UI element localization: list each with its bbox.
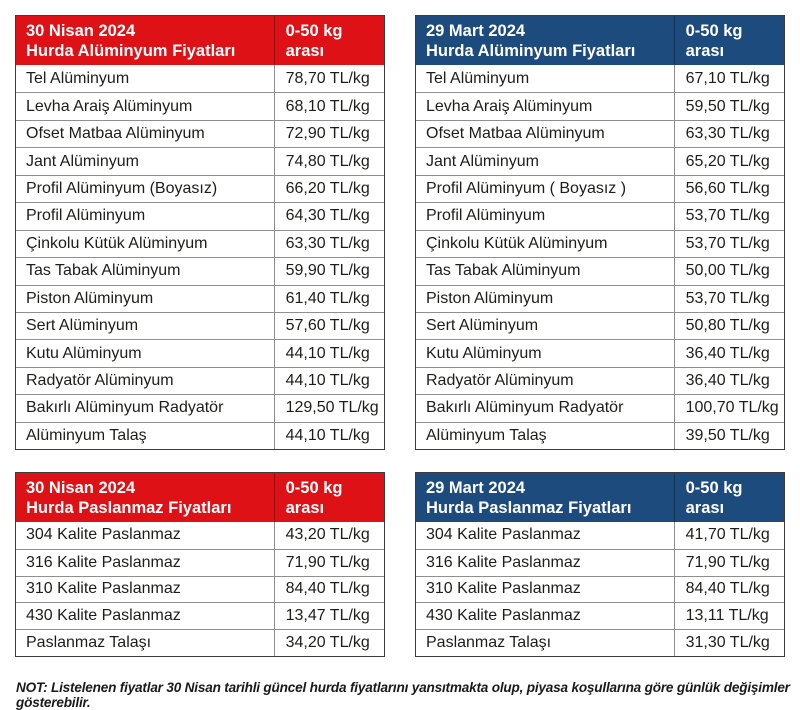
row-label: Ofset Matbaa Alüminyum (426, 125, 605, 143)
table-title-category: Hurda Paslanmaz Fiyatları (26, 499, 232, 517)
table-header (16, 16, 384, 65)
row-label: Çinkolu Kütük Alüminyum (426, 234, 608, 252)
table-row (416, 120, 784, 147)
row-label: Profil Alüminyum (26, 207, 146, 225)
row-price: 65,20 TL/kg (674, 148, 784, 174)
row-price: 31,30 TL/kg (674, 630, 784, 656)
table-row (416, 549, 784, 576)
table-row (416, 522, 784, 549)
row-price: 56,60 TL/kg (674, 176, 784, 202)
row-label: 430 Kalite Paslanmaz (426, 607, 581, 625)
row-label: Radyatör Alüminyum (26, 372, 174, 390)
row-price: 13,11 TL/kg (674, 603, 784, 629)
row-label: Sert Alüminyum (26, 317, 139, 335)
row-price: 68,10 TL/kg (274, 93, 384, 119)
table-paslanmaz-29-mart (415, 472, 785, 657)
row-price: 53,70 TL/kg (674, 286, 784, 312)
row-price: 44,10 TL/kg (274, 423, 384, 449)
row-label: 430 Kalite Paslanmaz (26, 607, 181, 625)
table-aluminum-29-mart (415, 15, 785, 450)
row-price: 36,40 TL/kg (674, 340, 784, 366)
row-price: 36,40 TL/kg (674, 368, 784, 394)
row-price: 44,10 TL/kg (274, 368, 384, 394)
row-price: 50,80 TL/kg (674, 313, 784, 339)
table-row (16, 522, 384, 549)
row-label: Profil Alüminyum (426, 207, 546, 225)
table-row (16, 65, 384, 92)
table-row (16, 312, 384, 339)
row-label: 310 Kalite Paslanmaz (426, 580, 581, 598)
row-price: 39,50 TL/kg (674, 423, 784, 449)
row-label: 304 Kalite Paslanmaz (426, 526, 581, 544)
row-label: Tel Alüminyum (26, 69, 130, 87)
table-row (416, 312, 784, 339)
row-price: 129,50 TL/kg (274, 395, 384, 421)
row-label: Ofset Matbaa Alüminyum (26, 125, 205, 143)
row-label: 316 Kalite Paslanmaz (26, 553, 181, 571)
row-label: Alüminyum Talaş (426, 426, 547, 444)
table-row (16, 230, 384, 257)
row-price: 84,40 TL/kg (274, 577, 384, 603)
row-label: Alüminyum Talaş (26, 426, 147, 444)
table-title (416, 473, 674, 522)
table-row (16, 257, 384, 284)
footnote: NOT: Listelenen fiyatlar 30 Nisan tarihli güncel hurda fiyatlarını yansıtmakta olup, piyasa koşullarına göre günlük değişimler gösterebilir. (16, 679, 790, 710)
table-title-category: Hurda Paslanmaz Fiyatları (426, 499, 632, 517)
table-row (416, 422, 784, 449)
row-label: Levha Araiş Alüminyum (26, 97, 193, 115)
row-label: Piston Alüminyum (426, 289, 554, 307)
row-label: Kutu Alüminyum (426, 344, 542, 362)
row-price: 66,20 TL/kg (274, 176, 384, 202)
table-row (16, 394, 384, 421)
row-price: 72,90 TL/kg (274, 121, 384, 147)
row-label: Profil Alüminyum ( Boyasız ) (426, 179, 627, 197)
row-price: 61,40 TL/kg (274, 286, 384, 312)
table-header (416, 473, 784, 522)
table-row (16, 147, 384, 174)
table-title-category: Hurda Alüminyum Fiyatları (426, 42, 636, 60)
table-row (416, 576, 784, 603)
table-row (16, 175, 384, 202)
table-rows (16, 65, 384, 449)
table-row (16, 339, 384, 366)
table-row (16, 367, 384, 394)
table-row (16, 549, 384, 576)
row-price: 63,30 TL/kg (274, 231, 384, 257)
row-price: 34,20 TL/kg (274, 630, 384, 656)
row-label: Tel Alüminyum (426, 69, 530, 87)
row-price: 13,47 TL/kg (274, 603, 384, 629)
row-label: 316 Kalite Paslanmaz (426, 553, 581, 571)
row-price: 84,40 TL/kg (674, 577, 784, 603)
table-paslanmaz-30-nisan (15, 472, 385, 657)
table-row (416, 92, 784, 119)
row-price: 53,70 TL/kg (674, 203, 784, 229)
row-label: 304 Kalite Paslanmaz (26, 526, 181, 544)
row-label: Tas Tabak Alüminyum (426, 262, 581, 280)
row-label: Bakırlı Alüminyum Radyatör (26, 399, 224, 417)
table-row (16, 602, 384, 629)
row-price: 63,30 TL/kg (674, 121, 784, 147)
row-label: Çinkolu Kütük Alüminyum (26, 234, 208, 252)
table-row (416, 257, 784, 284)
table-aluminum-30-nisan (15, 15, 385, 450)
table-row (16, 202, 384, 229)
table-title-date: 29 Mart 2024 (426, 22, 526, 40)
row-price: 78,70 TL/kg (274, 65, 384, 92)
row-price: 53,70 TL/kg (674, 231, 784, 257)
table-row (416, 629, 784, 656)
table-row (416, 175, 784, 202)
row-price: 44,10 TL/kg (274, 340, 384, 366)
table-title (16, 16, 274, 65)
table-rows (16, 522, 384, 656)
row-label: Tas Tabak Alüminyum (26, 262, 181, 280)
row-label: Jant Alüminyum (426, 152, 539, 170)
row-price: 43,20 TL/kg (274, 522, 384, 549)
table-row (416, 230, 784, 257)
table-title (16, 473, 274, 522)
row-label: Paslanmaz Talaşı (426, 634, 552, 652)
table-row (416, 339, 784, 366)
row-label: 310 Kalite Paslanmaz (26, 580, 181, 598)
weight-range-header: 0-50 kg arası (274, 473, 384, 522)
row-label: Kutu Alüminyum (26, 344, 142, 362)
table-row (16, 629, 384, 656)
table-row (416, 367, 784, 394)
table-title (416, 16, 674, 65)
table-header (416, 16, 784, 65)
table-row (16, 422, 384, 449)
table-title-date: 30 Nisan 2024 (26, 479, 136, 497)
row-price: 100,70 TL/kg (674, 395, 784, 421)
row-price: 57,60 TL/kg (274, 313, 384, 339)
row-price: 50,00 TL/kg (674, 258, 784, 284)
row-price: 74,80 TL/kg (274, 148, 384, 174)
table-title-category: Hurda Alüminyum Fiyatları (26, 42, 236, 60)
table-row (416, 202, 784, 229)
table-row (416, 285, 784, 312)
table-title-date: 30 Nisan 2024 (26, 22, 136, 40)
row-label: Bakırlı Alüminyum Radyatör (426, 399, 624, 417)
table-row (416, 147, 784, 174)
row-price: 64,30 TL/kg (274, 203, 384, 229)
table-rows (416, 522, 784, 656)
row-label: Profil Alüminyum (Boyasız) (26, 179, 218, 197)
table-row (16, 285, 384, 312)
row-price: 71,90 TL/kg (674, 550, 784, 576)
table-row (16, 576, 384, 603)
row-label: Sert Alüminyum (426, 317, 539, 335)
row-label: Radyatör Alüminyum (426, 372, 574, 390)
row-price: 71,90 TL/kg (274, 550, 384, 576)
row-label: Jant Alüminyum (26, 152, 139, 170)
row-label: Piston Alüminyum (26, 289, 154, 307)
row-price: 67,10 TL/kg (674, 65, 784, 92)
row-price: 59,50 TL/kg (674, 93, 784, 119)
weight-range-header: 0-50 kg arası (674, 473, 784, 522)
table-row (16, 120, 384, 147)
table-row (416, 394, 784, 421)
table-title-date: 29 Mart 2024 (426, 479, 526, 497)
row-label: Paslanmaz Talaşı (26, 634, 152, 652)
table-row (16, 92, 384, 119)
weight-range-header: 0-50 kg arası (674, 16, 784, 65)
row-label: Levha Araiş Alüminyum (426, 97, 593, 115)
row-price: 41,70 TL/kg (674, 522, 784, 549)
row-price: 59,90 TL/kg (274, 258, 384, 284)
weight-range-header: 0-50 kg arası (274, 16, 384, 65)
table-rows (416, 65, 784, 449)
table-row (416, 65, 784, 92)
table-header (16, 473, 384, 522)
table-row (416, 602, 784, 629)
